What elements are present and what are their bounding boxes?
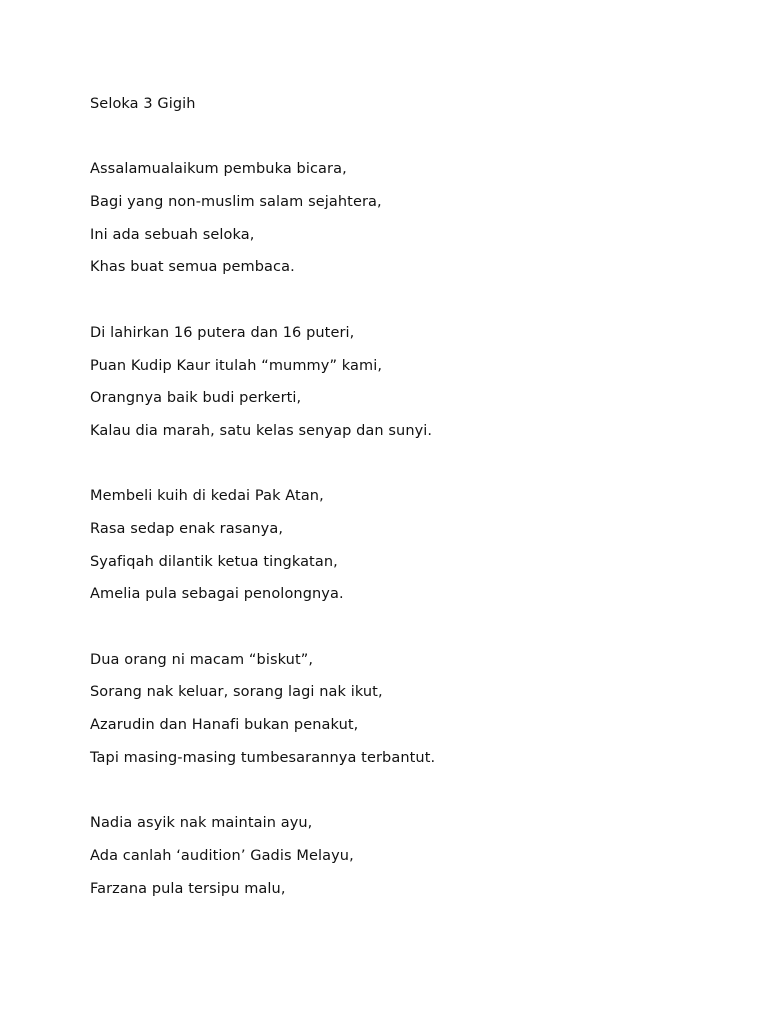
poem-line: Bagi yang non-muslim salam sejahtera, — [90, 194, 382, 211]
poem-line: Orangnya baik budi perkerti, — [90, 390, 302, 407]
stanza-gap — [90, 121, 710, 154]
stanza-4 — [90, 644, 710, 775]
poem-line: Puan Kudip Kaur itulah “mummy” kami, — [90, 357, 383, 374]
stanza-gap — [90, 774, 710, 807]
stanza-gap — [90, 284, 710, 317]
stanza-2 — [90, 317, 710, 448]
poem-line: Dua orang ni macam “biskut”, — [90, 651, 314, 668]
poem-line: Kalau dia marah, satu kelas senyap dan sunyi. — [90, 422, 433, 439]
document-body — [90, 88, 710, 905]
poem-line: Azarudin dan Hanafi bukan penakut, — [90, 717, 359, 734]
poem-line: Syafiqah dilantik ketua tingkatan, — [90, 553, 338, 570]
stanza-gap — [90, 611, 710, 644]
stanza-5 — [90, 807, 710, 905]
poem-line: Nadia asyik nak maintain ayu, — [90, 815, 313, 832]
poem-line: Ini ada sebuah seloka, — [90, 226, 255, 243]
stanza-1 — [90, 153, 710, 284]
stanza-3 — [90, 480, 710, 611]
poem-line: Tapi masing-masing tumbesarannya terbantut. — [90, 749, 436, 766]
poem-line: Ada canlah ‘audition’ Gadis Melayu, — [90, 847, 354, 864]
poem-line: Farzana pula tersipu malu, — [90, 880, 286, 897]
poem-line: Di lahirkan 16 putera dan 16 puteri, — [90, 324, 355, 341]
poem-line: Sorang nak keluar, sorang lagi nak ikut, — [90, 684, 383, 701]
poem-line: Rasa sedap enak rasanya, — [90, 520, 284, 537]
poem-line: Membeli kuih di kedai Pak Atan, — [90, 488, 324, 505]
poem-line: Khas buat semua pembaca. — [90, 259, 295, 276]
stanza-gap — [90, 448, 710, 481]
poem-line: Assalamualaikum pembuka bicara, — [90, 161, 347, 178]
document-title: Seloka 3 Gigih — [90, 96, 196, 112]
poem-line: Amelia pula sebagai penolongnya. — [90, 586, 344, 603]
